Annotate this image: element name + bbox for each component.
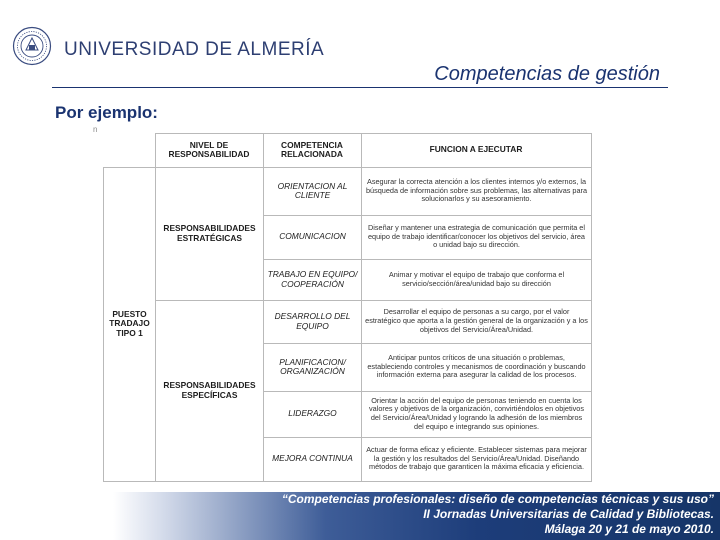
title-divider xyxy=(52,87,668,88)
footer-text xyxy=(282,492,714,537)
competence-cell: DESARROLLO DEL EQUIPO xyxy=(274,311,351,331)
position-label: PUESTO TRADAJO TIPO 1 xyxy=(109,308,150,338)
competence-table xyxy=(103,133,592,485)
competence-cell: COMUNICACION xyxy=(279,231,346,242)
competence-cell: TRABAJO EN EQUIPO/ COOPERACIÓN xyxy=(267,269,358,289)
grid-line xyxy=(103,481,592,482)
university-seal-icon xyxy=(12,26,52,66)
footer-citation: “Competencias profesionales: diseño de competencias técnicas y sus uso” xyxy=(281,492,714,506)
function-cell: Actuar de forma eficaz y eficiente. Establecer sistemas para mejorar la gestión y los resultados del Servicio/Área/Unidad. Diseñando métodos de trabajo que garanticen la máxima eficacia y eficiencia. xyxy=(366,444,587,472)
header-level: NIVEL DE RESPONSABILIDAD xyxy=(168,139,250,159)
function-cell: Asegurar la correcta atención a los clientes internos y/o externos, la búsqueda de información sobre sus problemas, las alternativas para solucionarlos y su asesoramiento. xyxy=(365,176,588,204)
level-specific: RESPONSABILIDADES ESPECÍFICAS xyxy=(163,380,256,400)
function-cell: Orientar la acción del equipo de personas teniendo en cuenta los valores y objetivos de la organización, convirtiéndolos en objetivos del Servicio/Área/Unidad y logrando la adhesión de los miembros del equipo e integrando sus opiniones. xyxy=(369,395,584,431)
header-competence: COMPETENCIA RELACIONADA xyxy=(281,139,343,159)
function-cell: Animar y motivar el equipo de trabajo que conforma el servicio/sección/área/unidad bajo su dirección xyxy=(388,269,565,288)
university-name: UNIVERSIDAD DE ALMERÍA xyxy=(64,39,325,60)
small-mark: n xyxy=(93,125,98,134)
competence-cell: PLANIFICACION/ ORGANIZACIÓN xyxy=(279,356,346,376)
footer-banner xyxy=(113,492,720,540)
competence-cell: LIDERAZGO xyxy=(288,408,337,419)
header-function: FUNCION A EJECUTAR xyxy=(429,144,523,155)
grid-line xyxy=(591,133,592,481)
footer-date: Málaga 20 y 21 de mayo 2010. xyxy=(544,522,714,536)
level-strategic: RESPONSABILIDADES ESTRATÉGICAS xyxy=(163,223,256,243)
competence-cell: ORIENTACION AL CLIENTE xyxy=(277,180,348,200)
function-cell: Desarrollar el equipo de personas a su cargo, por el valor estratégico que aporta a la gestión general de la organización y a los objetivos del Servicio/Área/Unidad. xyxy=(365,307,588,334)
function-cell: Anticipar puntos críticos de una situación o problemas, estableciendo controles y mecanismos de coordinación y buscando información externa para asegurar la calidad de los procesos. xyxy=(367,352,586,380)
function-cell: Diseñar y mantener una estrategia de comunicación que permita el equipo de trabajo identificar/conocer los objetivos del servicio, área o unidad bajo su dirección. xyxy=(367,222,585,250)
competence-cell: MEJORA CONTINUA xyxy=(272,453,353,464)
footer-event: II Jornadas Universitarias de Calidad y Bibliotecas. xyxy=(423,507,714,521)
subtitle: Por ejemplo: xyxy=(55,103,158,122)
page-title: Competencias de gestión xyxy=(434,63,660,85)
